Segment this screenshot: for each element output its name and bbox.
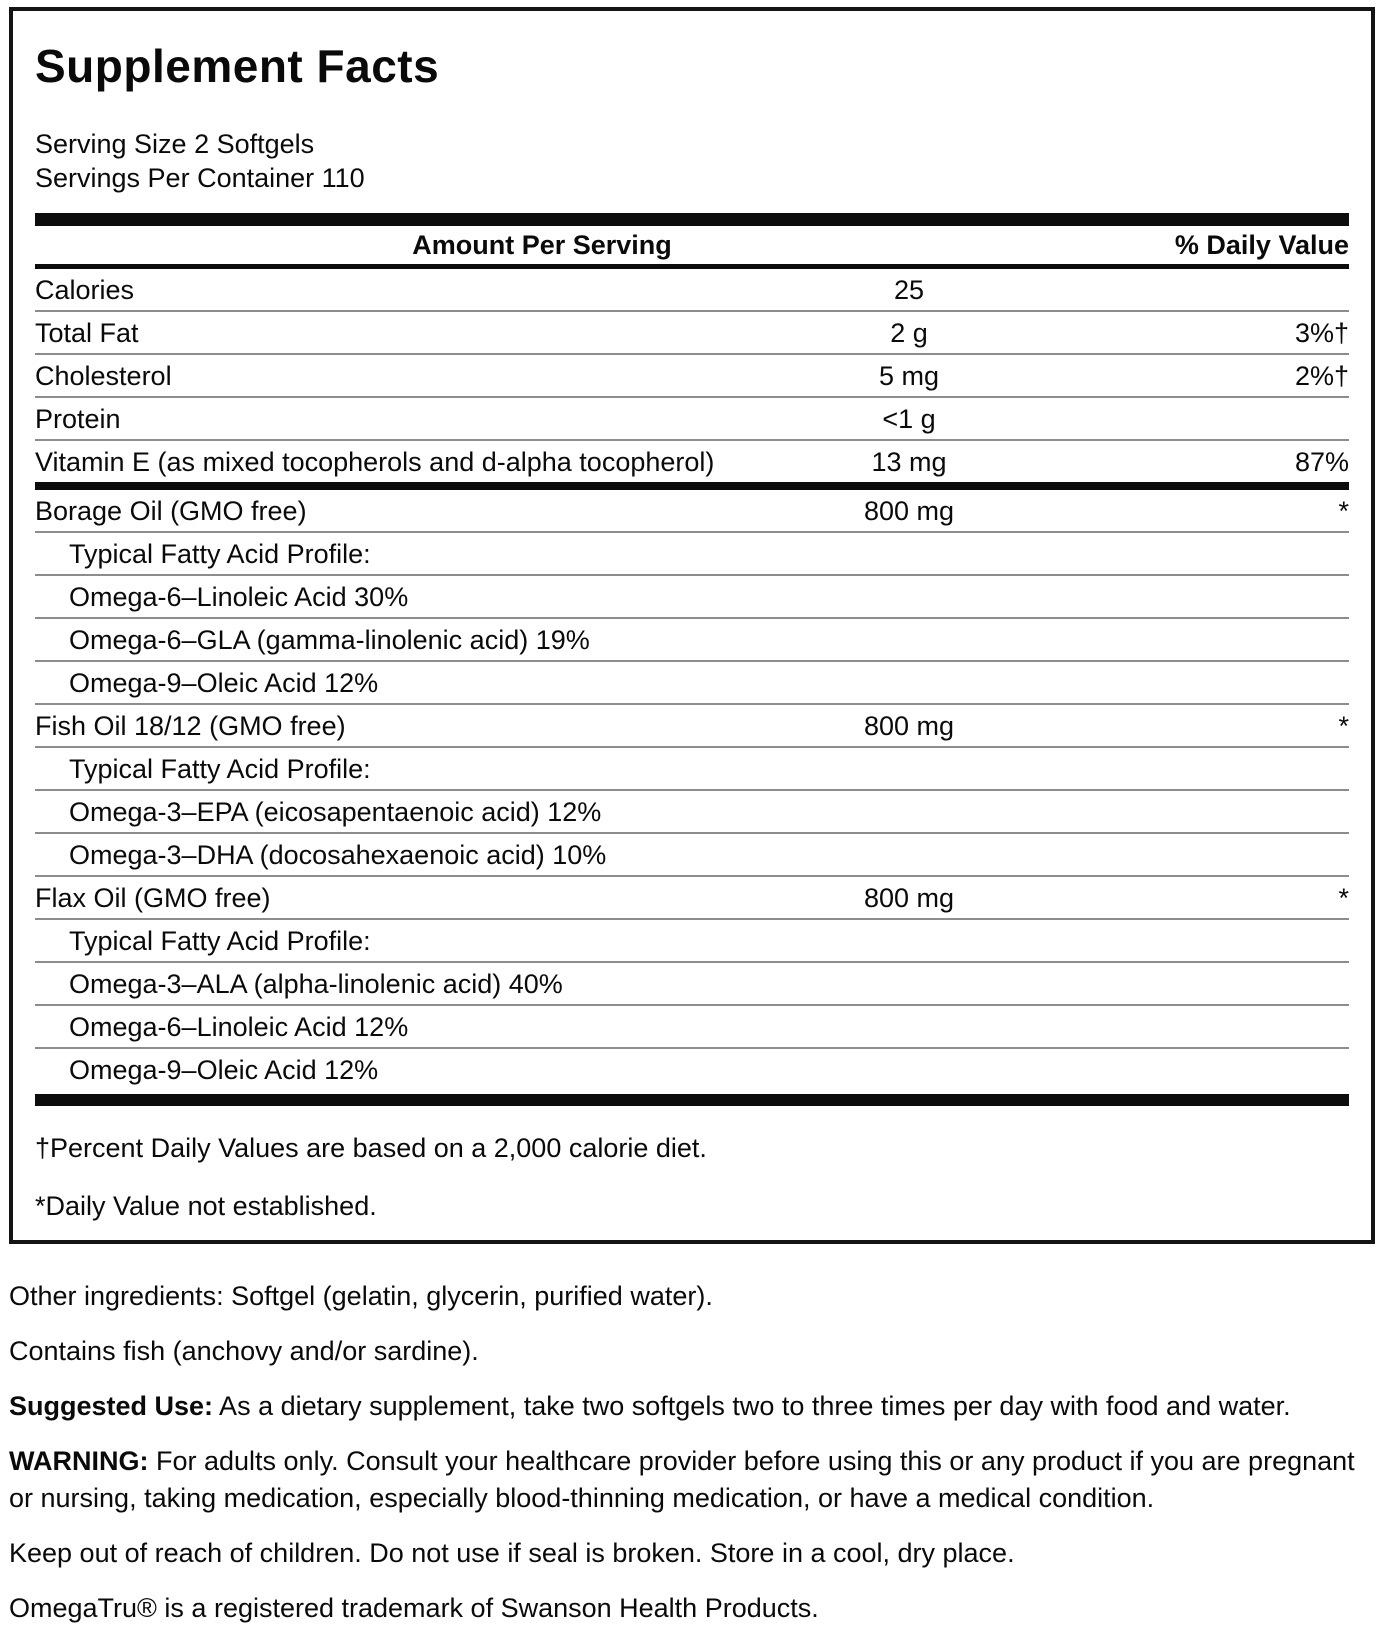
top-heavy-bar bbox=[35, 213, 1349, 226]
nutrient-dv: * bbox=[1338, 882, 1349, 913]
table-row bbox=[35, 877, 1349, 918]
table-row bbox=[35, 269, 1349, 310]
nutrient-amount: 25 bbox=[893, 274, 925, 305]
table-row bbox=[35, 1049, 1349, 1090]
servings-per-container: Servings Per Container 110 bbox=[35, 163, 365, 193]
nutrient-name: Omega-6–GLA (gamma-linolenic acid) 19% bbox=[69, 624, 590, 655]
nutrient-name: Vitamin E (as mixed tocopherols and d-alpha tocopherol) bbox=[35, 446, 715, 477]
nutrient-name: Omega-9–Oleic Acid 12% bbox=[69, 667, 379, 698]
table-row bbox=[35, 490, 1349, 531]
supplement-facts-panel bbox=[9, 7, 1375, 1244]
nutrient-name: Cholesterol bbox=[35, 360, 172, 391]
table-row bbox=[35, 662, 1349, 703]
trademark-statement: OmegaTru® is a registered trademark of Swanson Health Products. bbox=[9, 1593, 819, 1623]
nutrient-name: Calories bbox=[35, 274, 135, 305]
table-row bbox=[35, 705, 1349, 746]
table-row bbox=[35, 920, 1349, 961]
nutrient-dv: * bbox=[1338, 495, 1349, 526]
table-row bbox=[35, 398, 1349, 439]
table-row bbox=[35, 441, 1349, 482]
nutrient-name: Omega-9–Oleic Acid 12% bbox=[69, 1054, 379, 1085]
nutrient-table bbox=[35, 269, 1349, 1090]
table-row bbox=[35, 791, 1349, 832]
nutrient-amount: 2 g bbox=[890, 317, 928, 348]
label-additional-info bbox=[0, 1244, 1384, 1627]
daily-value-header: % Daily Value bbox=[1174, 229, 1349, 260]
table-row bbox=[35, 576, 1349, 617]
storage-statement: Keep out of reach of children. Do not use if seal is broken. Store in a cool, dry place. bbox=[9, 1538, 1015, 1568]
nutrient-amount: 800 mg bbox=[863, 710, 955, 741]
nutrient-name: Omega-6–Linoleic Acid 30% bbox=[69, 581, 409, 612]
table-row bbox=[35, 834, 1349, 875]
nutrient-name: Typical Fatty Acid Profile: bbox=[69, 925, 371, 956]
nutrient-name: Omega-3–EPA (eicosapentaenoic acid) 12% bbox=[69, 796, 602, 827]
nutrient-dv: * bbox=[1338, 710, 1349, 741]
other-ingredients: Other ingredients: Softgel (gelatin, glycerin, purified water). bbox=[9, 1281, 713, 1311]
nutrient-name: Typical Fatty Acid Profile: bbox=[69, 753, 371, 784]
nutrient-name: Omega-3–DHA (docosahexaenoic acid) 10% bbox=[69, 839, 607, 870]
nutrient-name: Fish Oil 18/12 (GMO free) bbox=[35, 710, 346, 741]
suggested-use-text: As a dietary supplement, take two softgels two to three times per day with food and water. bbox=[213, 1391, 1291, 1421]
nutrient-name: Protein bbox=[35, 403, 121, 434]
nutrient-amount: 800 mg bbox=[863, 882, 955, 913]
nutrient-name: Omega-3–ALA (alpha-linolenic acid) 40% bbox=[69, 968, 563, 999]
nutrient-amount: 800 mg bbox=[863, 495, 955, 526]
table-row bbox=[35, 963, 1349, 1004]
nutrient-amount: <1 g bbox=[882, 403, 936, 434]
suggested-use-label: Suggested Use: bbox=[9, 1391, 214, 1421]
nutrient-amount: 5 mg bbox=[878, 360, 940, 391]
amount-per-serving-header: Amount Per Serving bbox=[412, 229, 672, 260]
warning-label: WARNING: bbox=[9, 1446, 149, 1476]
footnote-dagger: †Percent Daily Values are based on a 2,000 calorie diet. bbox=[35, 1133, 707, 1163]
nutrient-amount: 13 mg bbox=[871, 446, 947, 477]
table-row bbox=[35, 619, 1349, 660]
nutrient-name: Flax Oil (GMO free) bbox=[35, 882, 271, 913]
serving-size: Serving Size 2 Softgels bbox=[35, 129, 315, 159]
allergen-statement: Contains fish (anchovy and/or sardine). bbox=[9, 1336, 479, 1366]
table-row bbox=[35, 748, 1349, 789]
section-divider bbox=[35, 482, 1349, 490]
warning bbox=[9, 1443, 1375, 1517]
nutrient-name: Total Fat bbox=[35, 317, 139, 348]
table-row bbox=[35, 533, 1349, 574]
panel-title: Supplement Facts bbox=[35, 40, 440, 92]
nutrient-dv: 87% bbox=[1294, 446, 1349, 477]
table-header-row bbox=[35, 226, 1349, 264]
table-row bbox=[35, 355, 1349, 396]
table-row bbox=[35, 312, 1349, 353]
nutrient-name: Borage Oil (GMO free) bbox=[35, 495, 307, 526]
nutrient-dv: 3%† bbox=[1294, 317, 1349, 348]
nutrient-name: Omega-6–Linoleic Acid 12% bbox=[69, 1011, 409, 1042]
warning-text: For adults only. Consult your healthcare provider before using this or any product if you are pregnant or nursing, taking medication, especially blood-thinning medication, or have a medical condition. bbox=[9, 1446, 1355, 1513]
nutrient-name: Typical Fatty Acid Profile: bbox=[69, 538, 371, 569]
bottom-heavy-bar bbox=[35, 1094, 1349, 1106]
footnote-asterisk: *Daily Value not established. bbox=[35, 1191, 377, 1221]
table-row bbox=[35, 1006, 1349, 1047]
nutrient-dv: 2%† bbox=[1294, 360, 1349, 391]
suggested-use bbox=[9, 1388, 1375, 1425]
